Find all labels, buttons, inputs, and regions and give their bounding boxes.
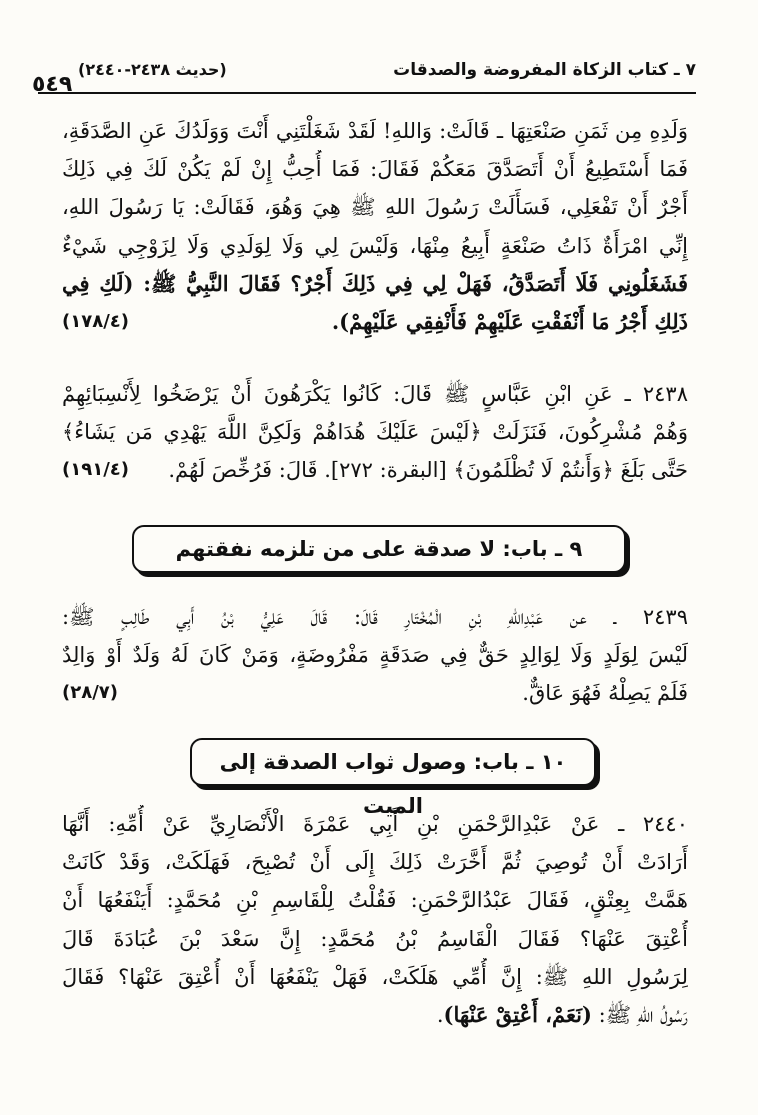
text-line: ٢٤٣٩ ـ عن عَبْدِاللهِ بْنِ الْمُخْتَارِ قَالَ: قَالَ عَلِيُّ بْنُ أَبِي طَالِبٍ ﷺ:: [62, 605, 688, 629]
text-line-content: فَلَمْ يَصِلْهُ فَهُوَ عَاقٌّ.: [522, 681, 688, 706]
page-number: ٥٤٩: [32, 72, 73, 97]
hadith-range: (حديث ٢٤٣٨-٢٤٤٠): [78, 60, 227, 79]
prophet-saying: (نَعَمْ، أَعْتِقْ عَنْهَا): [443, 1002, 592, 1028]
text-line: ٢٤٣٨ ـ عَنِ ابْنِ عَبَّاسٍ ﷺ قَالَ: كَانُوا يَكْرَهُونَ أَنْ يَرْضَخُوا لِأَنْسِبَائِهِمْ: [62, 382, 688, 406]
text-line: [62, 674, 688, 712]
chapter-heading-10: ١٠ ـ باب: وصول ثواب الصدقة إلى الميت: [190, 738, 596, 786]
reference: (١٧٨/٤): [62, 311, 129, 333]
page-header: [32, 58, 696, 97]
reference: (١٩١/٤): [62, 459, 129, 481]
text-line: إِنِّي امْرَأَةٌ ذَاتُ صَنْعَةٍ أَبِيعُ مِنْهَا، وَلَيْسَ لِي وَلَا لِوَلَدِي وَلَا لِزَوْجِي شَيْءٌ: [62, 233, 688, 258]
text-line: هَمَّتْ بِعِتْقٍ، فَقَالَ عَبْدُالرَّحْمَنِ: فَقُلْتُ لِلْقَاسِمِ بْنِ مُحَمَّدٍ: أَيَنْفَعُهَا أَنْ: [62, 888, 688, 913]
text-line: وَلَدِهِ مِن ثَمَنِ صَنْعَتِهَا ـ قَالَتْ: وَاللهِ! لَقَدْ شَغَلْتَنِي أَنْتَ وَوَلَدُكَ عَنِ الصَّدَقَةِ،: [62, 119, 688, 143]
reference: (٢٨/٧): [62, 682, 119, 704]
text-line: فَمَا أَسْتَطِيعُ أَنْ أَتَصَدَّقَ مَعَكُمْ فَقَالَ: فَمَا أُحِبُّ إِنْ لَمْ يَكُنْ لَكَ فِي ذَلِكَ: [62, 157, 688, 182]
paragraph-4: [62, 805, 688, 1034]
text-line: [62, 303, 688, 341]
text-line: [62, 996, 688, 1034]
text-line: [62, 451, 688, 489]
text-line: أَجْرٌ أَنْ تَفْعَلِي، فَسَأَلَتْ رَسُولَ اللهِ ﷺ هِيَ وَهُوَ، فَقَالَتْ: يَا رَسُولَ اللهِ،: [62, 195, 688, 220]
text-line: فَشَغَلُونِي فَلَا أَتَصَدَّقُ، فَهَلْ لِي فِي ذَلِكَ أَجْرٌ؟ فَقَالَ النَّبِيُّ ﷺ: (لَكِ فِي: [62, 270, 688, 296]
text-line-content: رَسُولُ اللهِ ﷺ:: [591, 1003, 688, 1028]
text-line: أُعْتِقَ عَنْهَا؟ فَقَالَ الْقَاسِمُ بْنُ مُحَمَّدٍ: إِنَّ سَعْدَ بْنَ عُبَادَةَ قَالَ: [62, 926, 688, 951]
text-line-content: حَتَّى بَلَغَ ﴿وَأَنتُمْ لَا تُظْلَمُونَ﴾ [البقرة: ٢٧٢]. قَالَ: فَرُخِّصَ لَهُمْ.: [168, 458, 688, 483]
text-line: لَيْسَ لِوَلَدٍ وَلَا لِوَالِدٍ حَقٌّ فِي صَدَقَةٍ مَفْرُوضَةٍ، وَمَنْ كَانَ لَهُ وَلَدٌ أَوْ وَالِدٌ: [62, 643, 688, 668]
text-line: ٢٤٤٠ ـ عَنْ عَبْدِالرَّحْمَنِ بْنِ أَبِي عَمْرَةَ الْأَنْصَارِيِّ عَنْ أُمِّهِ: أَنَّهَا: [62, 812, 688, 836]
chapter-title: ٧ ـ كتاب الزكاة المفروضة والصدقات: [393, 60, 696, 80]
paragraph-1: [62, 112, 688, 341]
text-line: لِرَسُولِ اللهِ ﷺ: إِنَّ أُمِّي هَلَكَتْ، فَهَلْ يَنْفَعُهَا أَنْ أُعْتِقَ عَنْهَا؟ فَقَالَ: [62, 964, 688, 989]
text-line: وَهُمْ مُشْرِكُونَ، فَنَزَلَتْ ﴿لَيْسَ عَلَيْكَ هُدَاهُمْ وَلَكِنَّ اللَّهَ يَهْدِي مَن يَشَاءُ﴾: [62, 420, 688, 445]
text-line-end: .: [436, 1003, 444, 1028]
paragraph-3: [62, 598, 688, 713]
text-line: أَرَادَتْ أَنْ تُوصِيَ ثُمَّ أَخَّرَتْ ذَلِكَ إِلَى أَنْ تُصْبِحَ، فَهَلَكَتْ، وَقَدْ كَانَتْ: [62, 850, 688, 875]
chapter-heading-9: ٩ ـ باب: لا صدقة على من تلزمه نفقتهم: [132, 525, 626, 573]
paragraph-2: [62, 375, 688, 490]
prophet-saying: ذَلِكِ أَجْرُ مَا أَنْفَقْتِ عَلَيْهِمْ فَأَنْفِقِي عَلَيْهِمْ).: [331, 309, 688, 335]
